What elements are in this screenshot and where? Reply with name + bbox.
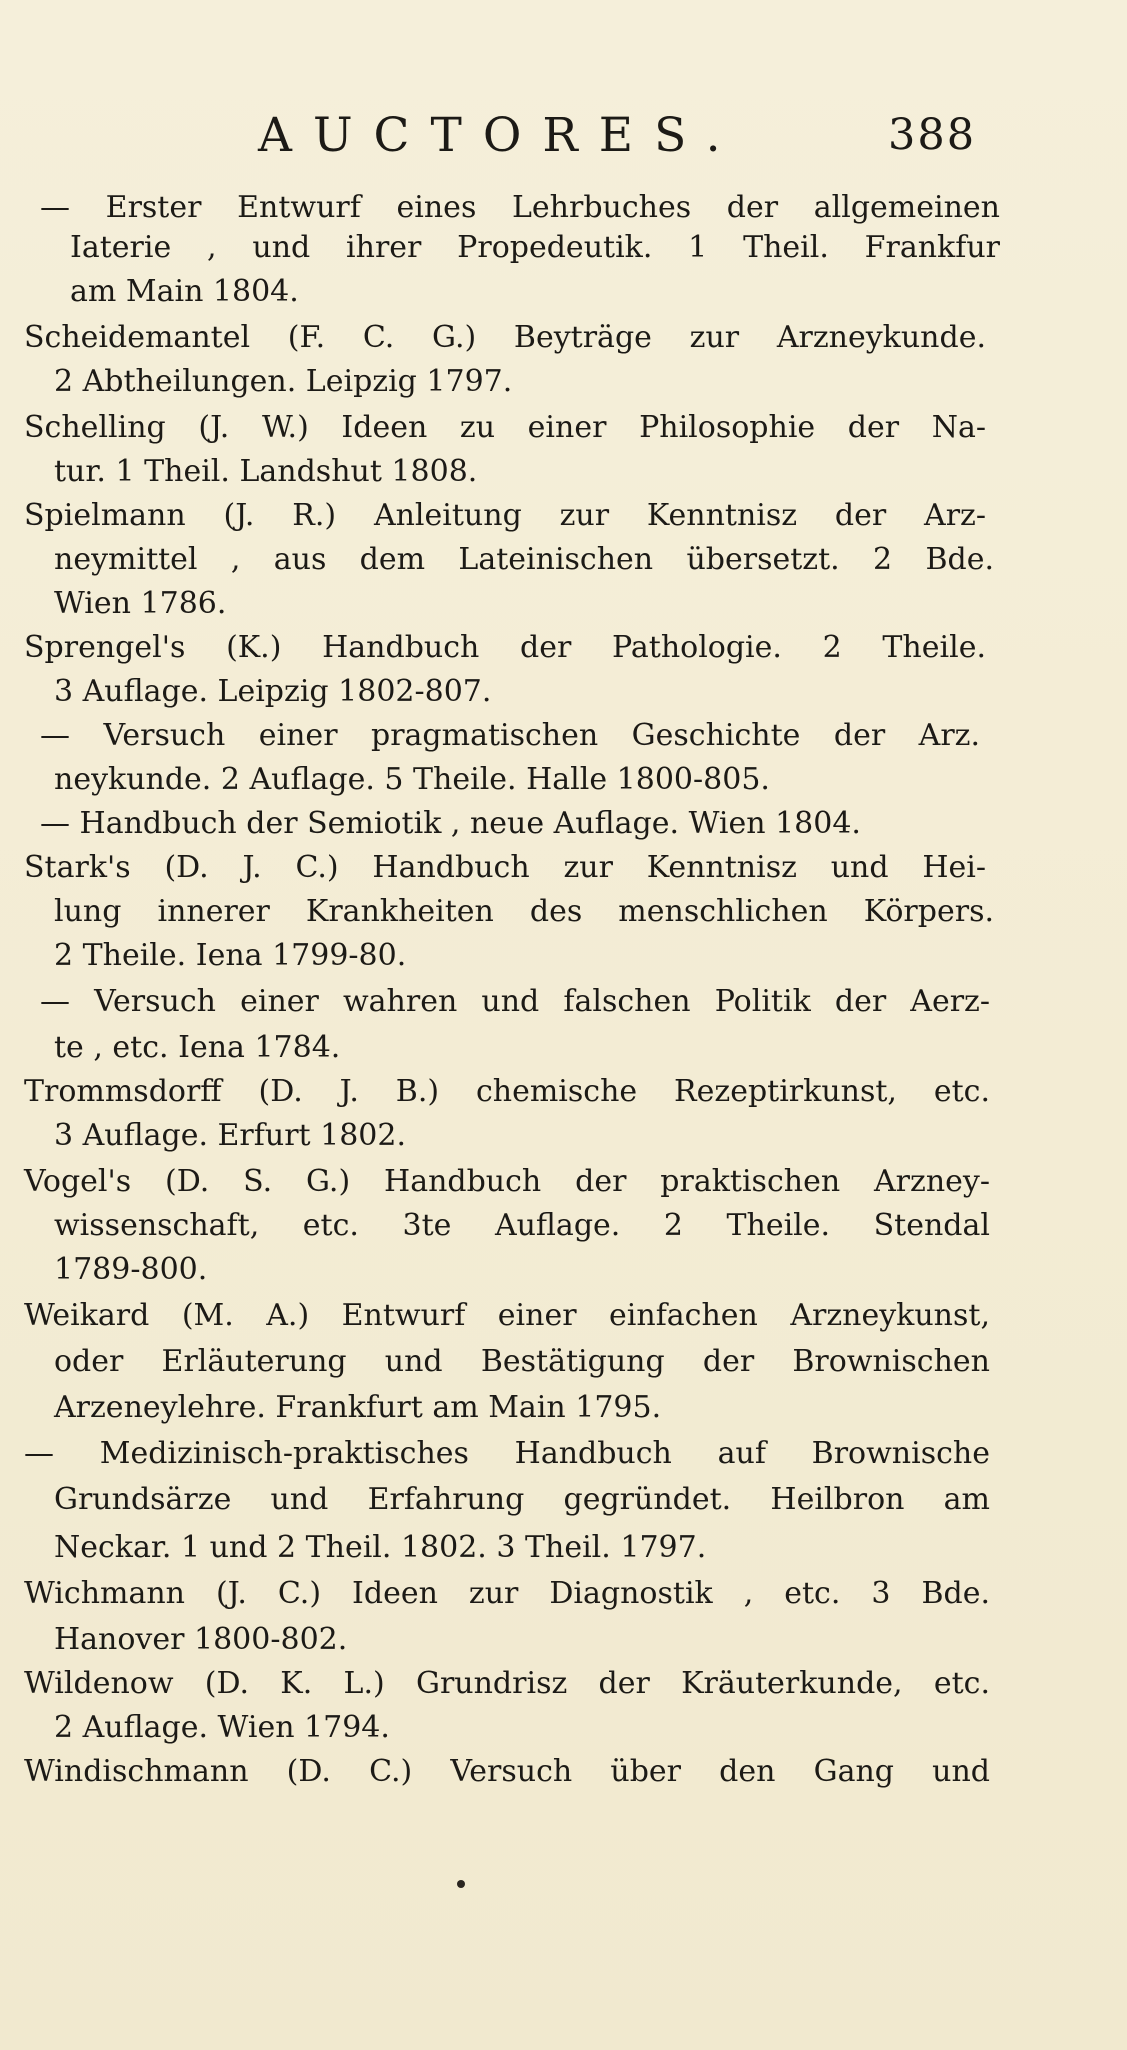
- text-line: lung innerer Krankheiten des menschlichen Körpers.: [54, 894, 994, 929]
- text-line: te , etc. Iena 1784.: [54, 1030, 341, 1065]
- text-line: Neckar. 1 und 2 Theil. 1802. 3 Theil. 1797.: [54, 1530, 707, 1565]
- text-line: oder Erläuterung und Bestätigung der Brownischen: [54, 1344, 990, 1379]
- text-line: Wien 1786.: [54, 586, 227, 621]
- text-line: Scheidemantel (F. C. G.) Beyträge zur Arzneykunde.: [24, 320, 986, 355]
- text-line: 2 Theile. Iena 1799-80.: [54, 938, 407, 973]
- ink-speck: [457, 1880, 465, 1888]
- text-line: — Versuch einer wahren und falschen Politik der Aerz-: [40, 984, 990, 1019]
- text-line: tur. 1 Theil. Landshut 1808.: [54, 454, 478, 489]
- text-line: Windischmann (D. C.) Versuch über den Gang und: [24, 1754, 990, 1789]
- text-line: Iaterie , und ihrer Propedeutik. 1 Theil. Frankfur: [70, 230, 1000, 265]
- text-line: neymittel , aus dem Lateinischen übersetzt. 2 Bde.: [54, 542, 994, 577]
- text-line: 3 Auflage. Leipzig 1802-807.: [54, 674, 492, 709]
- text-line: Weikard (M. A.) Entwurf einer einfachen Arzneykunst,: [24, 1298, 990, 1333]
- text-line: — Handbuch der Semiotik , neue Auflage. Wien 1804.: [40, 806, 861, 841]
- text-line: — Versuch einer pragmatischen Geschichte der Arz.: [40, 718, 980, 753]
- page-number: 388: [888, 110, 977, 160]
- text-line: Spielmann (J. R.) Anleitung zur Kenntnisz der Arz-: [24, 498, 986, 533]
- text-line: neykunde. 2 Auflage. 5 Theile. Halle 1800-805.: [54, 762, 770, 797]
- text-line: Vogel's (D. S. G.) Handbuch der praktischen Arzney-: [24, 1164, 990, 1199]
- text-line: Wichmann (J. C.) Ideen zur Diagnostik , etc. 3 Bde.: [24, 1576, 990, 1611]
- text-line: 3 Auflage. Erfurt 1802.: [54, 1118, 407, 1153]
- text-line: — Medizinisch-praktisches Handbuch auf Brownische: [24, 1436, 990, 1471]
- text-line: — Erster Entwurf eines Lehrbuches der allgemeinen: [40, 190, 1000, 225]
- text-line: am Main 1804.: [70, 274, 299, 309]
- text-line: Grundsärze und Erfahrung gegründet. Heilbron am: [54, 1482, 990, 1517]
- text-line: 2 Auflage. Wien 1794.: [54, 1710, 390, 1745]
- text-line: Wildenow (D. K. L.) Grundrisz der Kräuterkunde, etc.: [24, 1666, 990, 1701]
- text-line: Stark's (D. J. C.) Handbuch zur Kenntnisz und Hei-: [24, 850, 986, 885]
- header-title: AUCTORES.: [258, 108, 742, 163]
- text-line: 1789-800.: [54, 1252, 208, 1287]
- text-line: Trommsdorff (D. J. B.) chemische Rezeptirkunst, etc.: [24, 1074, 990, 1109]
- text-line: Hanover 1800-802.: [54, 1622, 348, 1657]
- text-line: 2 Abtheilungen. Leipzig 1797.: [54, 364, 513, 399]
- running-header: [0, 108, 1127, 168]
- text-line: Sprengel's (K.) Handbuch der Pathologie. 2 Theile.: [24, 630, 986, 665]
- text-line: Schelling (J. W.) Ideen zu einer Philosophie der Na-: [24, 410, 986, 445]
- text-line: Arzeneylehre. Frankfurt am Main 1795.: [54, 1390, 662, 1425]
- text-line: wissenschaft, etc. 3te Auflage. 2 Theile. Stendal: [54, 1208, 990, 1243]
